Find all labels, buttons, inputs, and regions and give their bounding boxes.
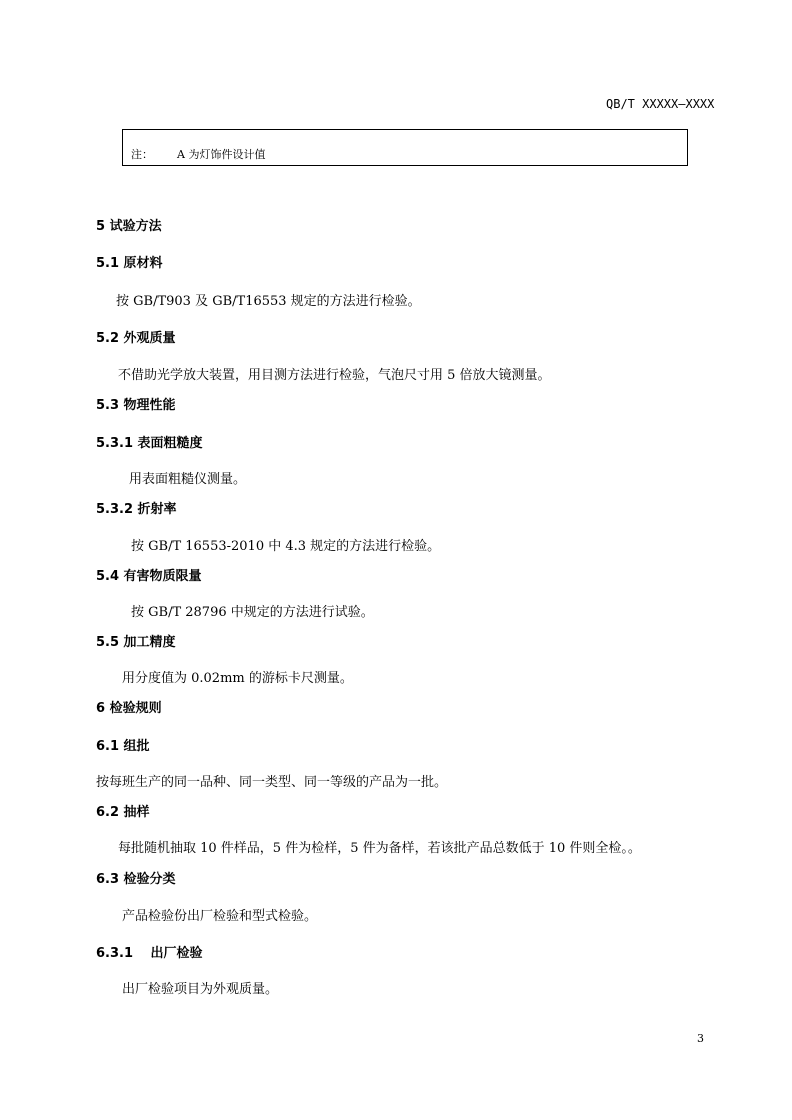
paragraph-5-3-2: 按 GB/T 16553-2010 中 4.3 规定的方法进行检验。: [131, 539, 441, 554]
document-code: QB/T XXXXX—XXXX: [606, 97, 715, 111]
paragraph-6-3: 产品检验份出厂检验和型式检验。: [122, 909, 318, 924]
heading-5-3-1: 5.3.1 表面粗糙度: [96, 436, 203, 451]
paragraph-6-1: 按每班生产的同一品种、同一类型、同一等级的产品为一批。: [96, 775, 448, 790]
paragraph-5-4: 按 GB/T 28796 中规定的方法进行试验。: [131, 605, 374, 620]
paragraph-5-1: 按 GB/T903 及 GB/T16553 规定的方法进行检验。: [116, 294, 421, 309]
heading-5-5: 5.5 加工精度: [96, 635, 176, 650]
heading-6: 6 检验规则: [96, 701, 162, 716]
paragraph-5-5: 用分度值为 0.02mm 的游标卡尺测量。: [122, 671, 353, 686]
heading-6-3-1: 6.3.1 出厂检验: [96, 946, 203, 961]
paragraph-5-2: 不借助光学放大装置，用目测方法进行检验，气泡尺寸用 5 倍放大镜测量。: [118, 368, 551, 383]
paragraph-6-2: 每批随机抽取 10 件样品，5 件为检样，5 件为备样，若该批产品总数低于 10 件则全检。。: [118, 841, 641, 856]
paragraph-5-3-1: 用表面粗糙仪测量。: [129, 472, 247, 487]
paragraph-6-3-1: 出厂检验项目为外观质量。: [122, 982, 279, 997]
heading-5-3: 5.3 物理性能: [96, 398, 176, 413]
heading-5-3-2: 5.3.2 折射率: [96, 502, 177, 517]
note-text: A 为灯饰件设计值: [177, 148, 266, 161]
heading-5-4: 5.4 有害物质限量: [96, 569, 202, 584]
heading-5-1: 5.1 原材料: [96, 256, 163, 271]
heading-5-2: 5.2 外观质量: [96, 331, 176, 346]
note-box: [122, 129, 688, 166]
page-number: 3: [697, 1032, 704, 1045]
heading-6-2: 6.2 抽样: [96, 805, 150, 820]
heading-6-3: 6.3 检验分类: [96, 872, 176, 887]
heading-5: 5 试验方法: [96, 219, 162, 234]
heading-6-1: 6.1 组批: [96, 739, 150, 754]
note-label: 注：: [131, 148, 153, 161]
